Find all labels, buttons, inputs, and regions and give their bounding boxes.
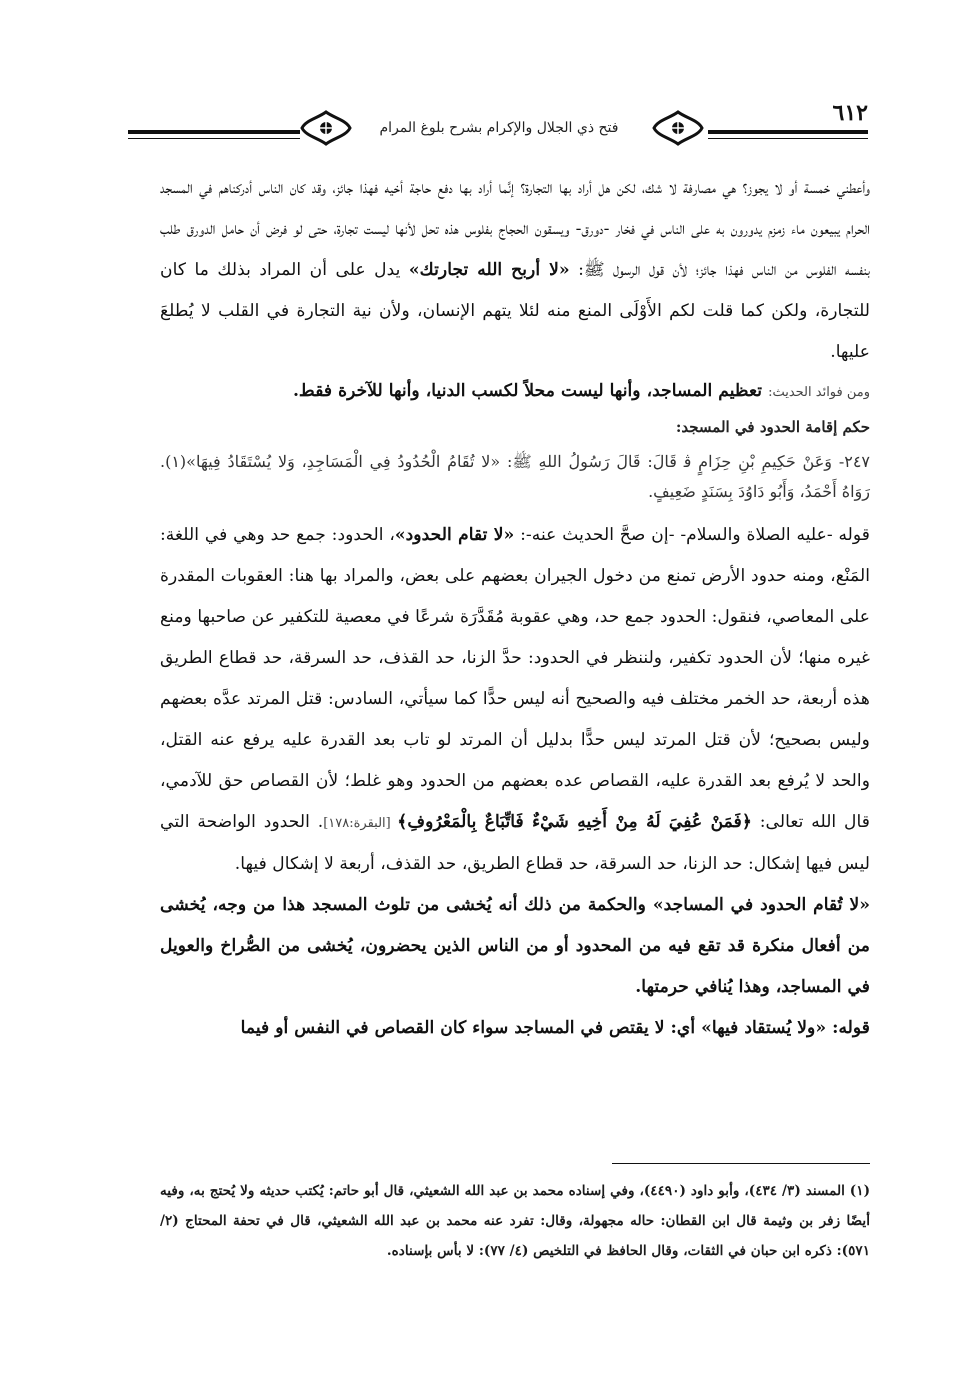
header-rule-left-thin bbox=[128, 138, 300, 139]
page-header bbox=[128, 100, 868, 160]
hadith-text: ٢٤٧- وَعَنْ حَكِيمِ بْنِ حِزَامٍ ﭬ قَالَ: قَالَ رَسُولُ اللهِ ﷺ: «لا تُقَامُ الْحُدُودُ فِي الْمَسَاجِدِ، وَلا يُسْتَقَادُ فِيهَا»(١). رَوَاهُ أَحْمَدُ، وَأَبُو دَاوُدَ بِسَنَدٍ ضَعِيفٍ. bbox=[160, 452, 870, 501]
ornament-left-icon bbox=[298, 108, 354, 148]
footnote-divider bbox=[612, 1163, 870, 1164]
header-rule-right-thin bbox=[708, 138, 868, 139]
benefits-line: ومن فوائد الحديث: تعظيم المساجد، وأنها ليست محلاً لكسب الدنيا، وأنها للآخرة فقط. bbox=[292, 381, 870, 401]
paragraph-2: قوله -عليه الصلاة والسلام- -إن صحَّ الحديث عنه-: «لا تقام الحدود»، الحدود: جمع حد وهي في اللغة: المَنْع، ومنه حدود الأرض تمنع من دخول الجيران بعضهم على بعض، والمراد بها هنا: العقوبات المقدرة على المعاصي، فنقول: الحدود جمع حد، وهي عقوبة مُقَدَّرَة شرعًا في معصية للتكفير عن صاحبها ومنع غيره منها؛ لأن الحدود تكفير، ولننظر في الحدود: حدَّ الزنا، حد القذف، حد السرقة، حد قطاع الطريق هذه أربعة، حد الخمر مختلف فيه والصحيح أنه ليس حدًّا كما سيأتي، السادس: قتل المرتد عدَّه بعضهم وليس بصحيح؛ لأن قتل المرتد ليس حدًّا بدليل أن المرتد لو تاب بعد القدرة عليه يرفع عنه القتل، والحد لا يُرفع بعد القدرة عليه، القصاص عده بعضهم من الحدود وهو غلط؛ لأن القصاص حق للآدمي، قال الله تعالى: ﴿فَمَنْ عُفِيَ لَهُ مِنْ أَخِيهِ شَيْءٌ فَاتِّبَاعٌ بِالْمَعْرُوفِ﴾ [البقرة:١٧٨]. الحدود الواضحة التي ليس فيها إشكال: حد الزنا، حد السرقة، حد قطاع الطريق، حد القذف، أربعة لا إشكال فيها. bbox=[160, 525, 870, 874]
quran-reference: [البقرة:١٧٨] bbox=[323, 816, 398, 831]
paragraph-3: «لا تُقام الحدود في المساجد» والحكمة من ذلك أنه يُخشى من تلوث المسجد هذا من وجه، يُخشى من أفعال منكرة قد تقع فيه من المحدود أو من الناس الذين يحضرون، يُخشى من الصُّراخ والعويل في المساجد، وهذا يُنافي حرمتها. bbox=[160, 895, 870, 997]
paragraph-4: قوله: «ولا يُستقاد فيها» أي: لا يقتص في المساجد سواء كان القصاص في النفس أو فيما bbox=[240, 1018, 870, 1038]
header-rule-left bbox=[128, 130, 300, 134]
quran-verse: ﴿فَمَنْ عُفِيَ لَهُ مِنْ أَخِيهِ شَيْءٌ فَاتِّبَاعٌ بِالْمَعْرُوفِ﴾ bbox=[397, 812, 752, 832]
page-number: ٦١٢ bbox=[832, 100, 868, 126]
hadith-quote: «لا أربح الله تجارتك» bbox=[408, 260, 570, 280]
footnotes bbox=[160, 1176, 870, 1266]
book-title: فتح ذي الجلال والإكرام بشرح بلوغ المرام bbox=[379, 120, 619, 136]
footnote-1: (١) المسند (٣/ ٤٣٤)، وأبو داود (٤٤٩٠)، وفي إسناده محمد بن عبد الله الشعيثي، قال أبو حاتم: يُكتب حديثه ولا يُحتج به، وفيه أيضًا زفر بن وثيمة قال ابن القطان: حاله مجهولة، وقال: تفرد عنه محمد بن عبد الله الشعيثي، قال في تحفة المحتاج (٢/ ٥٧١): ذكره ابن حبان في الثقات، وقال الحافظ في التلخيص (٤/ ٧٧): لا بأس بإسناده. bbox=[160, 1183, 870, 1259]
section-heading: حكم إقامة الحدود في المسجد: bbox=[675, 418, 870, 436]
body-text bbox=[160, 168, 870, 1049]
ornament-right-icon bbox=[650, 108, 706, 148]
header-rule-right bbox=[708, 130, 868, 134]
benefits-label: ومن فوائد الحديث: bbox=[768, 385, 870, 400]
paragraph-1: وأعطني خمسة أو لا يجوز؟ هي مصارفة لا شك، لكن هل أراد بها التجارة؟ إنَّما أراد بها دفع حاجة أخيه فهذا جائز، وقد كان الناس أدركناهم في المسجد الحرام يبيعون ماء زمزم يدورون به على الناس في فخار -دورق- ويسقون الحجاج بفلوس هذه تحل لأنها ليست تجارة، حتى لو فرض أن حامل الدورق طلب بنفسه الفلوس من الناس فهذا جائز؛ لأن قول الرسول ﷺ: «لا أربح الله تجارتك» يدل على أن المراد بذلك ما كان للتجارة، ولكن كما قلت لكم الأَوْلَى المنع منه لئلا يتهم الإنسان، ولأن نية التجارة في القلب لا يُطلعَ عليها. bbox=[160, 178, 870, 362]
